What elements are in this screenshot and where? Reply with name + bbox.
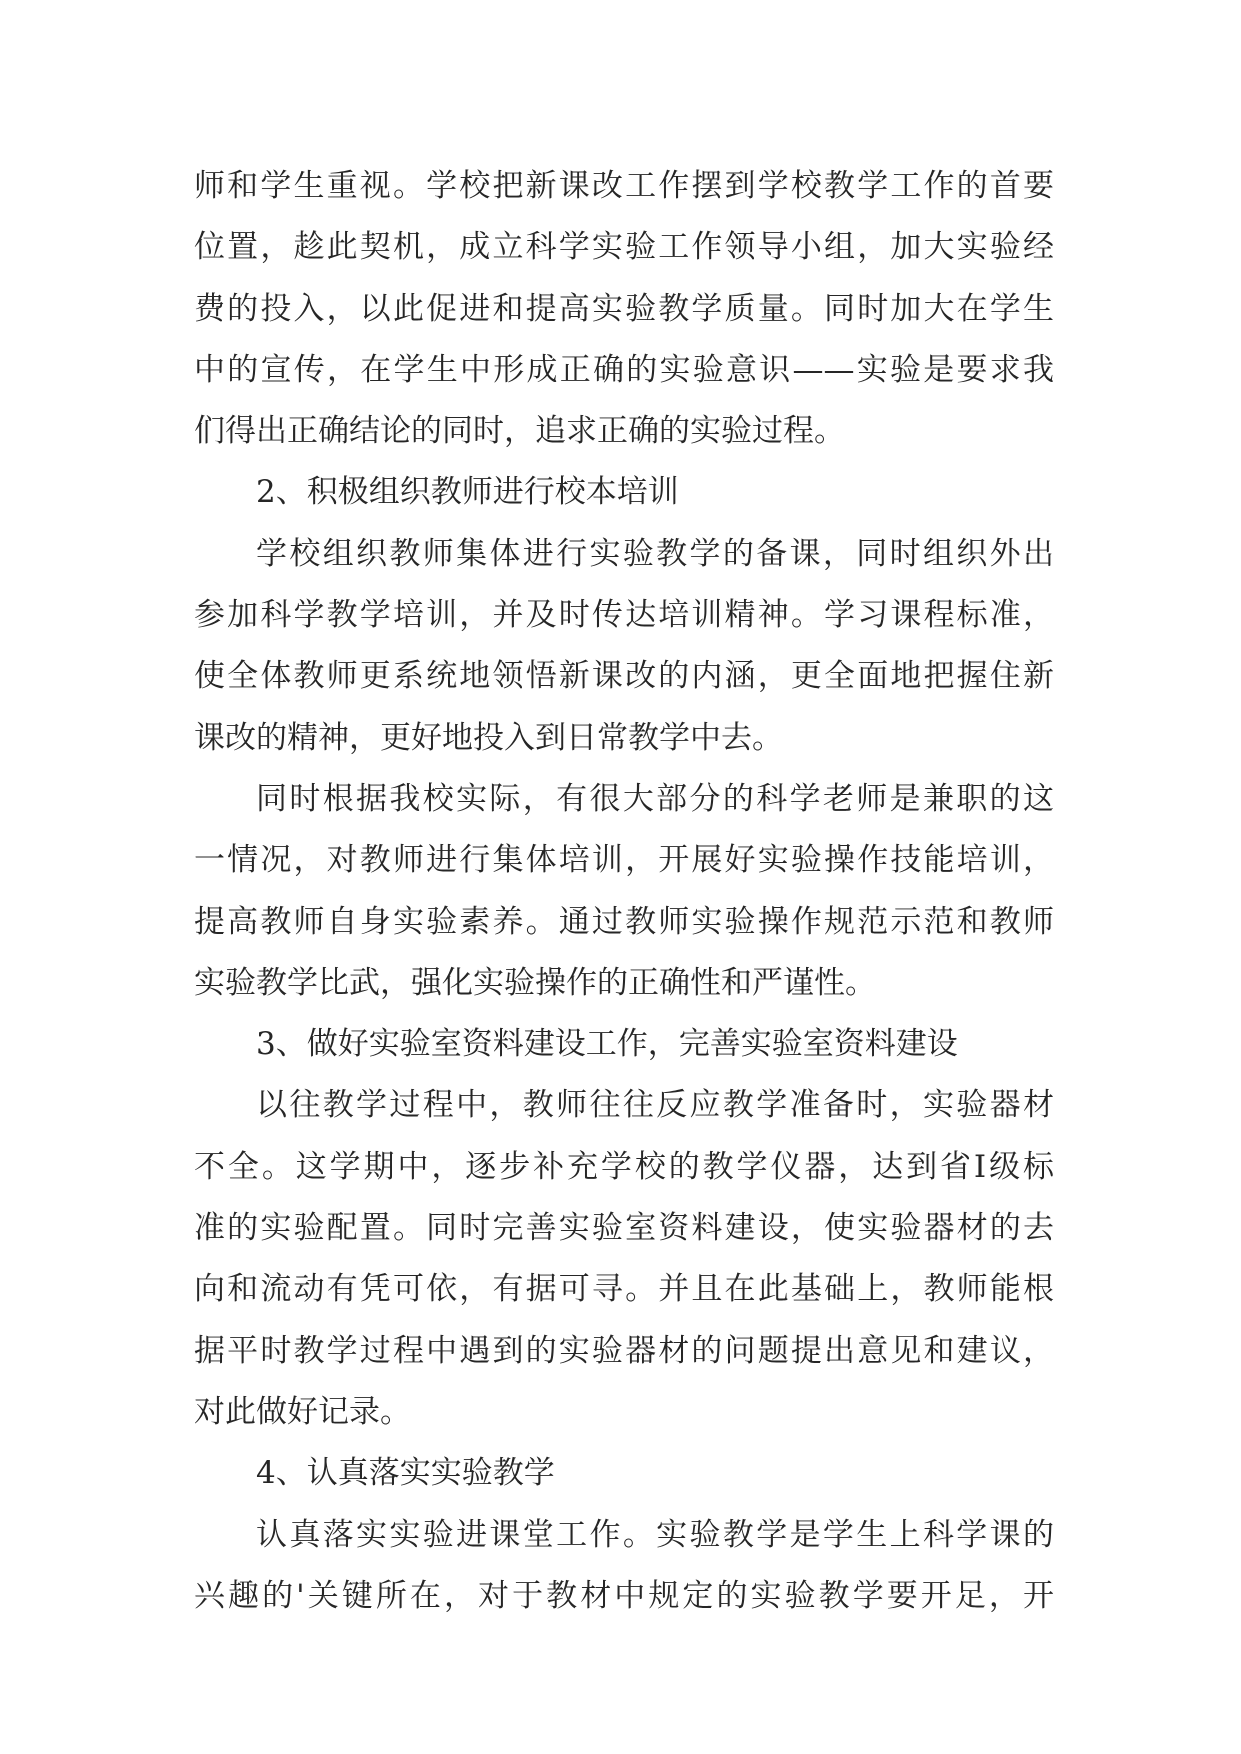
text-line: 同时根据我校实际，有很大部分的科学老师是兼职的这 [256, 780, 1054, 817]
text-line: 费的投入，以此促进和提高实验教学质量。同时加大在学生 [194, 290, 1054, 327]
text-line: 据平时教学过程中遇到的实验器材的问题提出意见和建议， [194, 1332, 1054, 1369]
document-body [194, 156, 1054, 1627]
text-line: 一情况，对教师进行集体培训，开展好实验操作技能培训， [194, 842, 1054, 879]
text-line: 2、积极组织教师进行校本培训 [256, 474, 679, 511]
text-line: 中的宣传，在学生中形成正确的实验意识——实验是要求我 [194, 351, 1054, 388]
text-line: 实验教学比武，强化实验操作的正确性和严谨性。 [194, 964, 876, 1001]
text-line: 使全体教师更系统地领悟新课改的内涵，更全面地把握住新 [194, 658, 1054, 695]
text-line: 位置，趁此契机，成立科学实验工作领导小组，加大实验经 [194, 229, 1054, 266]
text-line: 准的实验配置。同时完善实验室资料建设，使实验器材的去 [194, 1210, 1054, 1247]
text-line: 对此做好记录。 [194, 1393, 411, 1430]
text-line: 4、认真落实实验教学 [256, 1455, 555, 1492]
text-line: 参加科学教学培训，并及时传达培训精神。学习课程标准， [194, 597, 1054, 634]
text-line: 向和流动有凭可依，有据可寻。并且在此基础上，教师能根 [194, 1271, 1054, 1308]
text-line: 认真落实实验进课堂工作。实验教学是学生上科学课的 [256, 1516, 1054, 1553]
text-line: 不全。这学期中，逐步补充学校的教学仪器，达到省Ⅰ级标 [194, 1148, 1054, 1185]
text-line: 以往教学过程中，教师往往反应教学准备时，实验器材 [256, 1087, 1054, 1124]
text-line: 学校组织教师集体进行实验教学的备课，同时组织外出 [256, 535, 1054, 572]
text-line: 提高教师自身实验素养。通过教师实验操作规范示范和教师 [194, 903, 1054, 940]
text-line: 们得出正确结论的同时，追求正确的实验过程。 [194, 413, 845, 450]
text-line: 师和学生重视。学校把新课改工作摆到学校教学工作的首要 [194, 168, 1054, 204]
text-line: 课改的精神，更好地投入到日常教学中去。 [194, 719, 783, 756]
text-line: 3、做好实验室资料建设工作，完善实验室资料建设 [256, 1026, 958, 1063]
text-line: 兴趣的'关键所在，对于教材中规定的实验教学要开足，开 [194, 1577, 1054, 1614]
